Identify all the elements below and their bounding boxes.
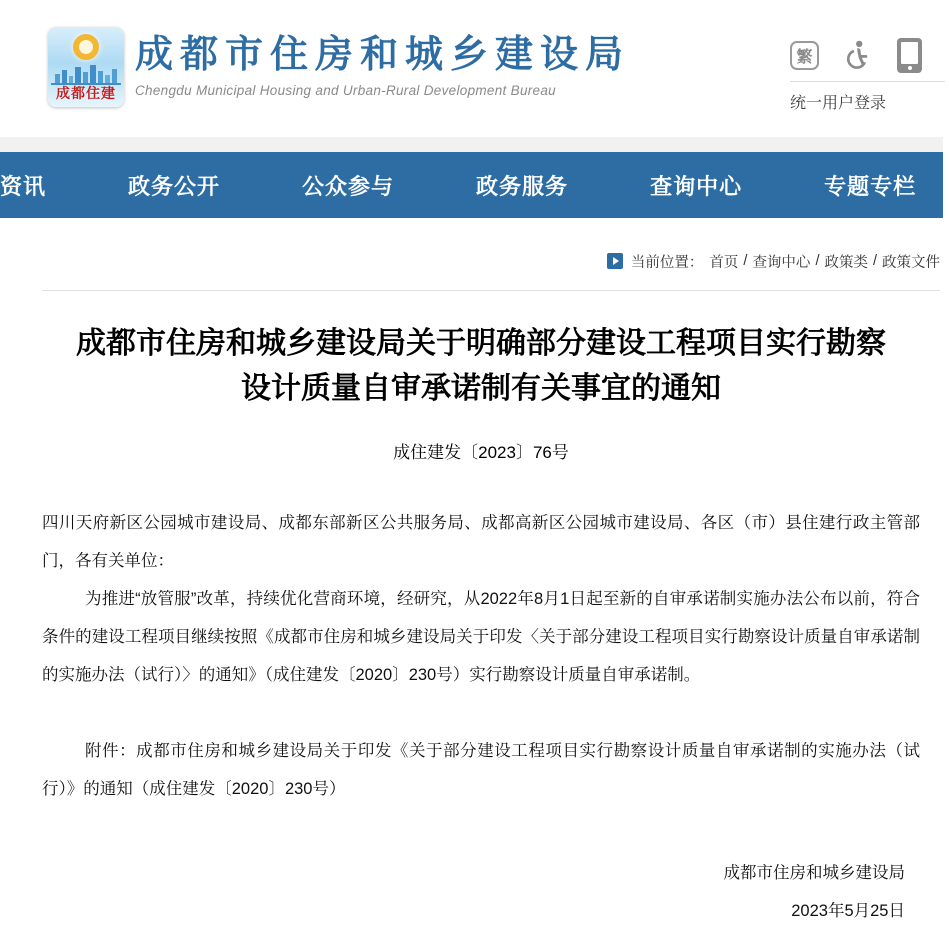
signature-block [42, 854, 920, 930]
site-header [0, 0, 949, 137]
nav-item-news[interactable]: 资讯 [0, 173, 47, 199]
breadcrumb-separator: / [815, 253, 820, 269]
wheelchair-icon[interactable] [841, 39, 873, 71]
breadcrumb-separator: / [743, 253, 748, 269]
breadcrumb-query-center[interactable]: 查询中心 [752, 254, 811, 271]
nav-item-special[interactable]: 专题专栏 [824, 173, 917, 199]
article [0, 321, 949, 930]
traditional-chinese-button[interactable]: 繁 [790, 41, 819, 70]
logo-text: 成都住建 [56, 85, 116, 101]
paragraph-recipients: 四川天府新区公园城市建设局、成都东部新区公共服务局、成都高新区公园城市建设局、各区（市）县住建行政主管部门，各有关单位： [42, 514, 920, 570]
nav-item-public[interactable]: 公众参与 [302, 173, 395, 199]
breadcrumb [0, 251, 949, 271]
breadcrumb-policy-document[interactable]: 政策文件 [882, 254, 940, 271]
nav-item-query[interactable]: 查询中心 [650, 173, 743, 199]
sun-emblem-icon [73, 34, 99, 60]
header-tools [790, 38, 945, 113]
document-title [42, 321, 920, 411]
mobile-phone-icon[interactable] [897, 38, 922, 73]
breadcrumb-policy-category[interactable]: 政策类 [824, 254, 868, 271]
document-title-line-2: 设计质量自审承诺制有关事宜的通知 [241, 372, 721, 405]
signature-issuer: 成都市住房和城乡建设局 [723, 864, 905, 882]
document-number: 成住建发〔2023〕76号 [393, 443, 569, 462]
breadcrumb-home[interactable]: 首页 [709, 254, 739, 271]
header-divider-strip [0, 137, 943, 152]
nav-item-services[interactable]: 政务服务 [476, 173, 569, 199]
paragraph-attachment: 附件：成都市住房和城乡建设局关于印发《关于部分建设工程项目实行勘察设计质量自审承诺制的实施办法（试行）》的通知（成住建发〔2020〕230号） [42, 742, 920, 798]
content-divider [42, 290, 940, 291]
document-title-line-1: 成都市住房和城乡建设局关于明确部分建设工程项目实行勘察 [76, 327, 886, 360]
unified-login-link[interactable]: 统一用户登录 [790, 81, 945, 113]
document-body [42, 504, 920, 808]
site-logo[interactable] [48, 27, 124, 107]
site-title-english: Chengdu Municipal Housing and Urban-Rural Development Bureau [135, 83, 556, 98]
main-navigation [0, 152, 943, 218]
nav-item-gov-open[interactable]: 政务公开 [128, 173, 221, 199]
site-title: 成都市住房和城乡建设局 [135, 34, 631, 76]
breadcrumb-label: 当前位置： [630, 254, 704, 271]
breadcrumb-separator: / [872, 253, 877, 269]
site-brand[interactable] [135, 33, 630, 98]
arrow-right-icon [607, 253, 623, 269]
signature-date: 2023年5月25日 [791, 902, 905, 920]
paragraph-main: 为推进“放管服”改革，持续优化营商环境，经研究，从2022年8月1日起至新的自审承诺制实施办法公布以前，符合条件的建设工程项目继续按照《成都市住房和城乡建设局关于印发〈关于部分建设工程项目实行勘察设计质量自审承诺制的实施办法（试行）〉的通知》（成住建发〔2020〕230号）实行勘察设计质量自审承诺制。 [42, 590, 920, 684]
